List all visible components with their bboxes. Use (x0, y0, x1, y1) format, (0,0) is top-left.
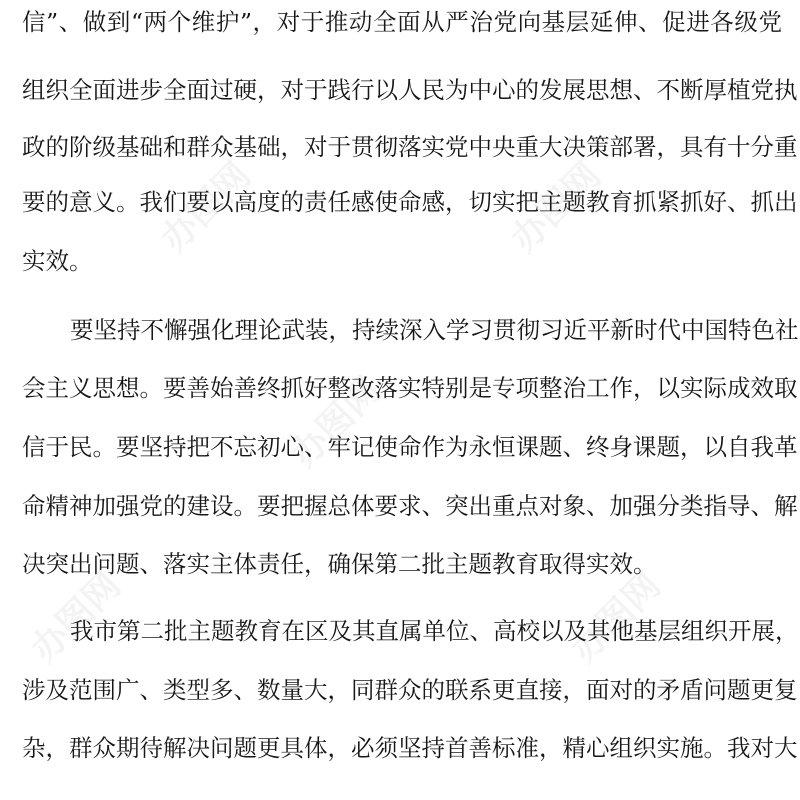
text-line: 信于民。要坚持把不忘初心、牢记使命作为永恒课题、终身课题，以自我革 (22, 433, 798, 461)
text-line: 信”、做到“两个维护”，对于推动全面从严治党向基层延伸、促进各级党 (22, 8, 782, 36)
text-line: 会主义思想。要善始善终抓好整改落实特别是专项整治工作，以实际成效取 (22, 374, 798, 402)
text-line: 要的意义。我们要以高度的责任感使命感，切实把主题教育抓紧抓好、抓出 (22, 188, 798, 216)
paragraph-first-line: 要坚持不懈强化理论武装，持续深入学习贯彻习近平新时代中国特色社 (70, 316, 799, 344)
text-line: 决突出问题、落实主体责任，确保第二批主题教育取得实效。 (22, 550, 657, 578)
watermark: 办图网 (283, 369, 389, 476)
paragraph-first-line: 我市第二批主题教育在区及其直属单位、高校以及其他基层组织开展， (70, 617, 799, 645)
text-line: 杂，群众期待解决问题更具体，必须坚持首善标准，精心组织实施。我对大 (22, 734, 798, 762)
watermark: 办图网 (23, 564, 129, 671)
text-line: 实效。 (22, 247, 93, 275)
text-line: 政的阶级基础和群众基础，对于贯彻落实党中央重大决策部署，具有十分重 (22, 133, 798, 161)
watermark: 办图网 (503, 154, 609, 261)
watermark: 办图网 (563, 564, 669, 671)
text-line: 涉及范围广、类型多、数量大，同群众的联系更直接，面对的矛盾问题更复 (22, 676, 798, 704)
watermark: 办图网 (153, 154, 259, 261)
text-line: 组织全面进步全面过硬，对于践行以人民为中心的发展思想、不断厚植党执 (22, 76, 798, 104)
text-line: 命精神加强党的建设。要把握总体要求、突出重点对象、加强分类指导、解 (22, 492, 798, 520)
